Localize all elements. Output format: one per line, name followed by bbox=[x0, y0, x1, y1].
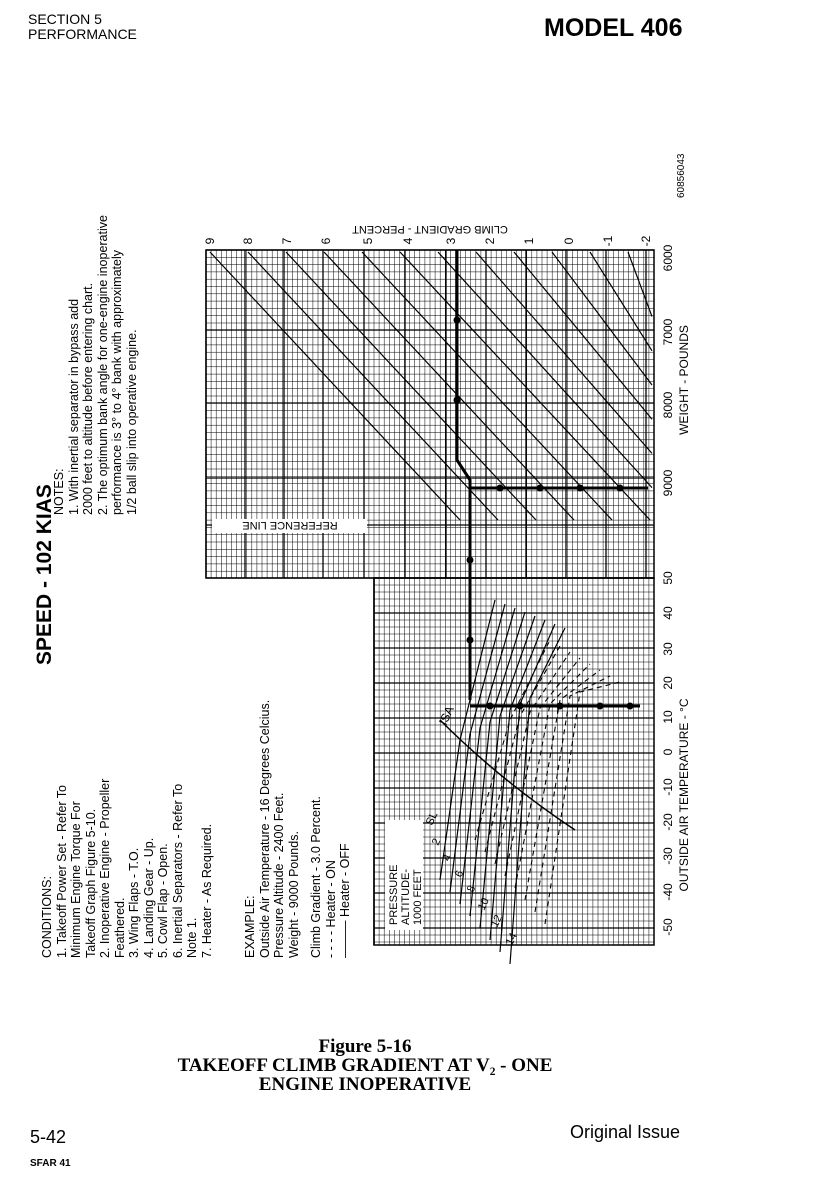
notes-line: 2. The optimum bank angle for one-engine inoperative bbox=[95, 215, 110, 515]
example-path-arrow bbox=[487, 703, 494, 710]
example-path-arrow bbox=[557, 703, 564, 710]
notes-heading: NOTES: bbox=[52, 468, 66, 515]
altitude-label-line: ALTITUDE- bbox=[400, 868, 412, 925]
example-path-arrow bbox=[627, 703, 634, 710]
example-path-arrow bbox=[597, 703, 604, 710]
x-tick-label: -20 bbox=[661, 813, 675, 831]
example-path-arrow bbox=[617, 485, 624, 492]
notes-line: performance is 3° to 4° bank with approximately bbox=[110, 250, 124, 515]
example-path-arrow bbox=[467, 637, 474, 644]
y-tick-label: -1 bbox=[601, 235, 615, 247]
altitude-curve-label: 14 bbox=[503, 931, 520, 948]
weight-guide-line bbox=[324, 252, 574, 520]
conditions-line: 7. Heater - As Required. bbox=[199, 823, 214, 958]
weight-guide-line bbox=[590, 252, 652, 351]
y-tick-label: 5 bbox=[361, 237, 375, 245]
y-tick-label: 8 bbox=[241, 237, 255, 245]
weight-guide-line bbox=[476, 252, 652, 453]
altitude-label-line: 1000 FEET bbox=[412, 869, 424, 925]
y-tick-label: -2 bbox=[639, 235, 653, 247]
conditions-line: 6. Inertial Separators - Refer To bbox=[170, 783, 185, 958]
example-path-arrow bbox=[517, 703, 524, 710]
x-tick-label: 30 bbox=[661, 642, 675, 656]
y-tick-label: 7 bbox=[280, 237, 294, 245]
conditions-line: Feathered. bbox=[112, 897, 127, 958]
x-tick-label: 40 bbox=[661, 606, 675, 620]
example-path-arrow bbox=[497, 485, 504, 492]
chart-curves bbox=[210, 252, 652, 964]
y-tick-label: 4 bbox=[401, 237, 415, 245]
example-result: Climb Gradient - 3.0 Percent. bbox=[309, 796, 323, 958]
y-tick-label: 3 bbox=[444, 237, 458, 245]
altitude-curve-label: 4 bbox=[440, 852, 455, 864]
y-axis-title: CLIMB GRADIENT - PERCENT bbox=[352, 223, 508, 235]
legend-heater-on: - - - - Heater - ON bbox=[323, 860, 338, 958]
example-path bbox=[454, 250, 649, 710]
altitude-curve-label: SL bbox=[423, 809, 441, 828]
example-path-arrow bbox=[454, 317, 461, 324]
temperature-ticks bbox=[661, 571, 675, 936]
section-label: SECTION 5 bbox=[28, 11, 102, 27]
y-tick-label: 6 bbox=[319, 237, 333, 245]
example-path-arrow bbox=[577, 485, 584, 492]
model-title: MODEL 406 bbox=[544, 14, 683, 42]
conditions-line: 4. Landing Gear - Up. bbox=[141, 837, 156, 958]
y-tick-label: 0 bbox=[562, 237, 576, 245]
conditions-heading: CONDITIONS: bbox=[40, 876, 54, 958]
conditions-line: 2. Inoperative Engine - Propeller bbox=[98, 778, 112, 958]
figure-title-line1: TAKEOFF CLIMB GRADIENT AT V₂ - ONE bbox=[177, 1055, 553, 1076]
climb-gradient-ticks bbox=[203, 235, 653, 246]
page-number: 5-42 bbox=[30, 1127, 67, 1147]
weight-guide-line bbox=[514, 252, 652, 419]
notes-line: 1. With inertial separator in bypass add bbox=[66, 298, 81, 515]
reference-line-label: REFERENCE LINE bbox=[242, 519, 338, 531]
altitude-curve-solid bbox=[460, 608, 515, 904]
chart-title: SPEED - 102 KIAS bbox=[33, 484, 56, 665]
conditions-line: Note 1. bbox=[185, 917, 199, 958]
legend-off-label: Heater - OFF bbox=[338, 843, 352, 918]
figure-id: 60856043 bbox=[676, 153, 687, 198]
conditions-line: 5. Cowl Flap - Open. bbox=[156, 843, 170, 958]
y-tick-label: 9 bbox=[203, 237, 217, 245]
altitude-curve-label: 8 bbox=[464, 883, 479, 895]
conditions-line: Minimum Engine Torque For bbox=[69, 801, 83, 958]
issue-label: Original Issue bbox=[570, 1122, 681, 1142]
x-tick-label: 10 bbox=[661, 710, 675, 724]
x-tick-label: -50 bbox=[661, 918, 675, 936]
figure-title-line2: ENGINE INOPERATIVE bbox=[258, 1074, 472, 1095]
weight-guide-line bbox=[438, 252, 652, 488]
sfar-label: SFAR 41 bbox=[30, 1158, 71, 1169]
altitude-curve-label: 6 bbox=[452, 868, 467, 880]
altitude-label-line: PRESSURE bbox=[388, 864, 400, 925]
altitude-curve-label: 12 bbox=[488, 913, 505, 930]
y-tick-label: 2 bbox=[483, 237, 497, 245]
example-line: Pressure Altitude - 2400 Feet. bbox=[272, 792, 286, 958]
x-tick-label: 50 bbox=[661, 571, 675, 585]
x-tick-label: 20 bbox=[661, 676, 675, 690]
subsection-label: PERFORMANCE bbox=[28, 26, 137, 42]
example-path-arrow bbox=[454, 397, 461, 404]
x-tick-label: 6000 bbox=[661, 244, 675, 272]
altitude-curve-solid bbox=[510, 628, 565, 964]
conditions-line: Takeoff Graph Figure 5-10. bbox=[83, 808, 98, 958]
x-tick-label: 8000 bbox=[661, 391, 675, 419]
example-path-arrow bbox=[537, 485, 544, 492]
temperature-axis-title: OUTSIDE AIR TEMPERATURE - °C bbox=[677, 698, 691, 892]
x-tick-label: 0 bbox=[661, 748, 675, 756]
example-path-arrow bbox=[467, 557, 474, 564]
example-line: Outside Air Temperature - 16 Degrees Celcius. bbox=[257, 699, 272, 958]
weight-guide-line bbox=[210, 252, 460, 520]
pressure-altitude-label bbox=[385, 820, 424, 930]
conditions-line: 3. Wing Flaps - T.O. bbox=[127, 847, 141, 958]
weight-guide-line bbox=[400, 252, 650, 520]
x-tick-label: -10 bbox=[661, 778, 675, 796]
legend-heater-off: ——— Heater - OFF bbox=[338, 843, 352, 958]
weight-guide-line bbox=[628, 252, 652, 317]
legend-on-label: Heater - ON bbox=[323, 860, 338, 928]
figure-number: Figure 5-16 bbox=[318, 1036, 412, 1057]
x-tick-label: 7000 bbox=[661, 318, 675, 346]
notes-line: 2000 feet to altitude before entering chart. bbox=[81, 282, 95, 515]
x-tick-label: -30 bbox=[661, 847, 675, 865]
notes-line: 1/2 ball slip into operative engine. bbox=[124, 329, 139, 515]
altitude-curve-label: 10 bbox=[475, 896, 492, 913]
weight-ticks bbox=[661, 244, 675, 496]
conditions-line: 1. Takeoff Power Set - Refer To bbox=[54, 784, 69, 958]
example-line: Weight - 9000 Pounds. bbox=[286, 831, 301, 958]
example-heading: EXAMPLE: bbox=[243, 895, 257, 958]
y-tick-label: 1 bbox=[522, 237, 536, 245]
x-tick-label: 9000 bbox=[661, 469, 675, 497]
weight-axis-title: WEIGHT - POUNDS bbox=[677, 325, 691, 435]
altitude-curve-label: 2 bbox=[429, 836, 444, 848]
x-tick-label: -40 bbox=[661, 883, 675, 901]
isa-label: ISA bbox=[436, 703, 457, 728]
